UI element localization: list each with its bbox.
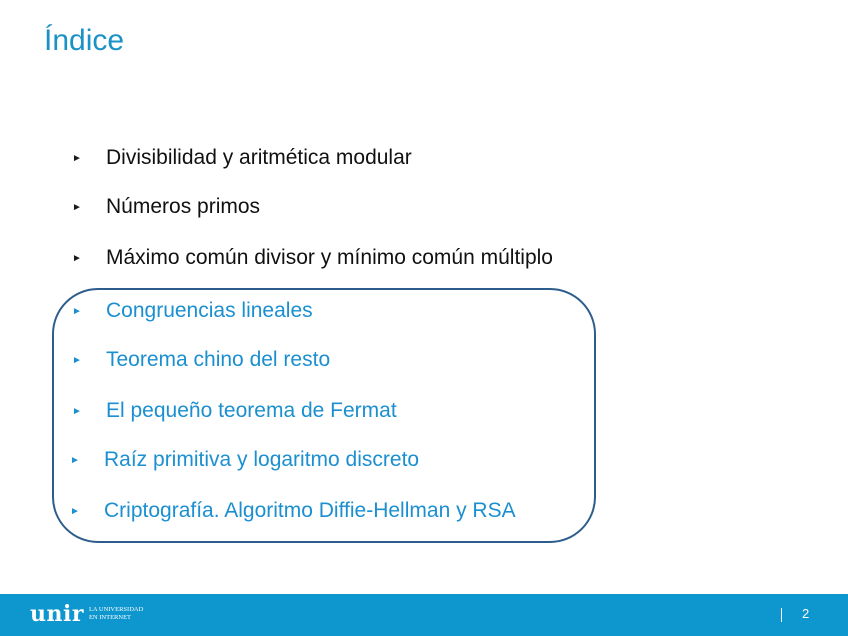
bullet-icon: ►	[72, 201, 82, 213]
list-item	[72, 296, 313, 326]
list-item-label: Números primos	[106, 195, 261, 218]
bullet-icon: ►	[72, 252, 82, 264]
list-item	[72, 345, 330, 375]
list-item	[72, 192, 260, 222]
list-item-label: Teorema chino del resto	[106, 348, 331, 371]
bullet-icon: ►	[72, 354, 82, 366]
list-item	[72, 396, 397, 426]
list-item	[70, 445, 419, 475]
bullet-icon: ►	[70, 454, 80, 466]
logo-tagline-line2: EN INTERNET	[88, 614, 132, 621]
bullet-icon: ►	[72, 305, 82, 317]
bullet-icon: ►	[70, 505, 80, 517]
list-item-label: Criptografía. Algoritmo Diffie-Hellman y RSA	[104, 499, 516, 522]
unir-logo	[30, 601, 143, 627]
list-item	[70, 496, 516, 526]
list-item-label: Congruencias lineales	[106, 299, 313, 322]
list-item-label: Raíz primitiva y logaritmo discreto	[104, 448, 420, 471]
list-item	[72, 243, 553, 273]
slide-title: Índice	[44, 24, 125, 57]
footer-bar	[0, 594, 848, 636]
list-item-label: Divisibilidad y aritmética modular	[106, 146, 412, 169]
logo-wordmark: unir	[30, 601, 84, 627]
bullet-icon: ►	[72, 405, 82, 417]
logo-tagline-line1: LA UNIVERSIDAD	[88, 606, 144, 613]
list-item	[72, 143, 412, 173]
bullet-icon: ►	[72, 152, 82, 164]
footer-separator	[781, 608, 782, 622]
logo-tagline	[89, 606, 143, 622]
page-number: 2	[802, 606, 810, 621]
list-item-label: El pequeño teorema de Fermat	[106, 399, 397, 422]
list-item-label: Máximo común divisor y mínimo común múltiplo	[106, 246, 553, 269]
